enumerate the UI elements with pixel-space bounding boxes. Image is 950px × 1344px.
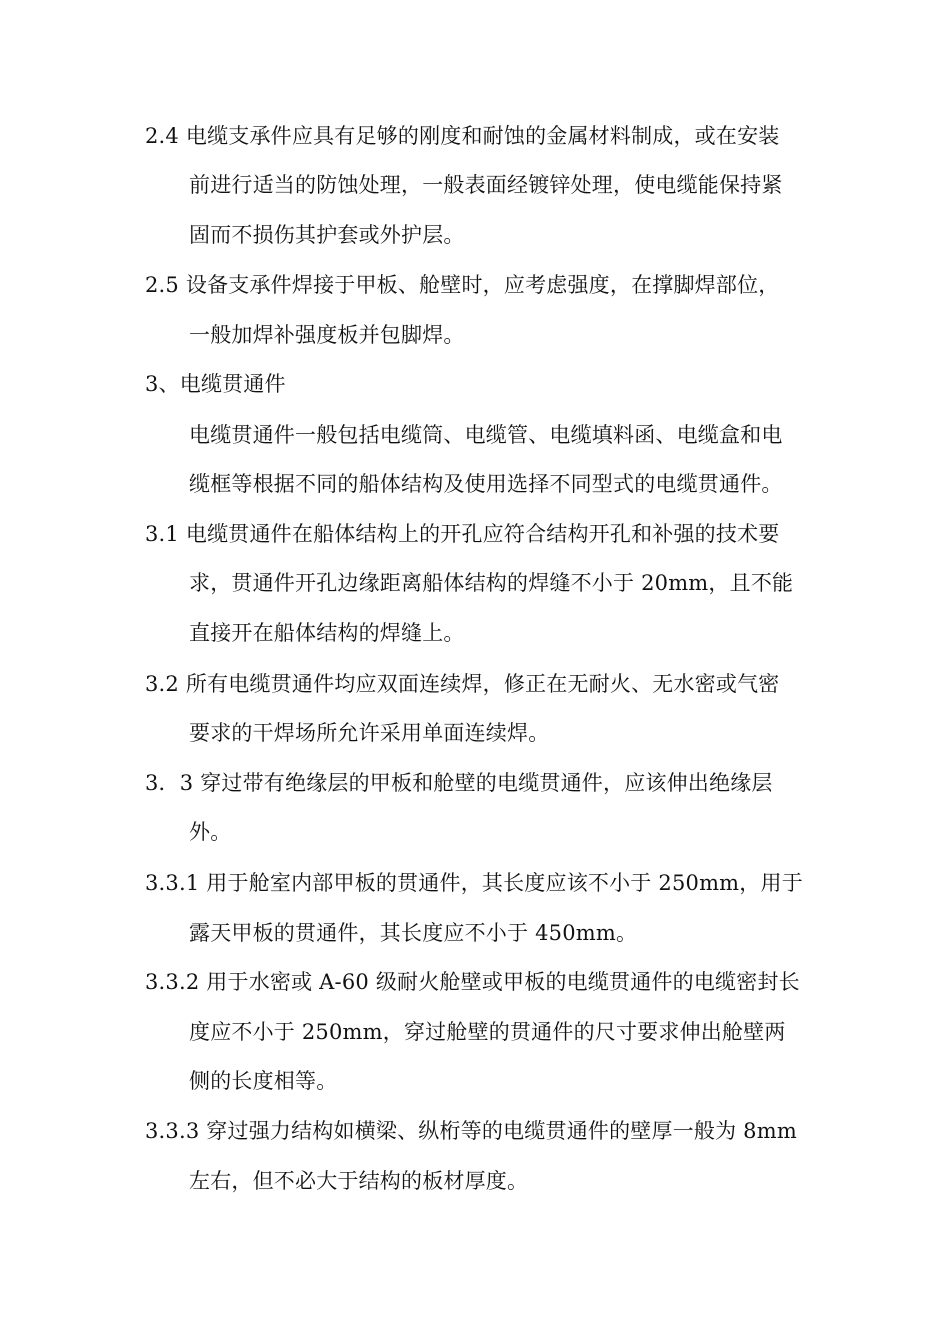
text-line: 求，贯通件开孔边缘距离船体结构的焊缝不小于 20mm，且不能	[189, 571, 794, 595]
text-line: 2.4 电缆支承件应具有足够的刚度和耐蚀的金属材料制成，或在安装	[145, 124, 780, 148]
text-line: 固而不损伤其护套或外护层。	[189, 223, 465, 247]
text-line: 外。	[189, 820, 232, 844]
text-line: 左右，但不必大于结构的板材厚度。	[189, 1169, 529, 1193]
section-heading: 3、电缆贯通件	[145, 372, 286, 396]
text-line: 度应不小于 250mm，穿过舱壁的贯通件的尺寸要求伸出舱壁两	[189, 1020, 786, 1044]
text-line: 3.3.2 用于水密或 A-60 级耐火舱壁或甲板的电缆贯通件的电缆密封长	[145, 970, 800, 994]
text-line: 3.3.1 用于舱室内部甲板的贯通件，其长度应该不小于 250mm，用于	[145, 871, 803, 895]
text-line: 3.3.3 穿过强力结构如横梁、纵桁等的电缆贯通件的壁厚一般为 8mm	[145, 1119, 797, 1143]
text-line: 直接开在船体结构的焊缝上。	[189, 621, 465, 645]
text-line: 3.2 所有电缆贯通件均应双面连续焊，修正在无耐火、无水密或气密	[145, 672, 780, 696]
text-line: 一般加焊补强度板并包脚焊。	[189, 323, 465, 347]
text-line: 露天甲板的贯通件，其长度应不小于 450mm。	[189, 921, 638, 945]
text-line: 前进行适当的防蚀处理，一般表面经镀锌处理，使电缆能保持紧	[189, 173, 783, 197]
text-line: 3.1 电缆贯通件在船体结构上的开孔应符合结构开孔和补强的技术要	[145, 522, 780, 546]
text-line: 2.5 设备支承件焊接于甲板、舱壁时，应考虑强度，在撑脚焊部位，	[145, 273, 780, 297]
text-line: 缆框等根据不同的船体结构及使用选择不同型式的电缆贯通件。	[189, 472, 783, 496]
text-line: 要求的干焊场所允许采用单面连续焊。	[189, 721, 550, 745]
text-line: 电缆贯通件一般包括电缆筒、电缆管、电缆填料函、电缆盒和电	[189, 423, 783, 447]
text-line: 侧的长度相等。	[189, 1069, 338, 1093]
text-line: 3．3 穿过带有绝缘层的甲板和舱壁的电缆贯通件，应该伸出绝缘层	[145, 771, 773, 795]
